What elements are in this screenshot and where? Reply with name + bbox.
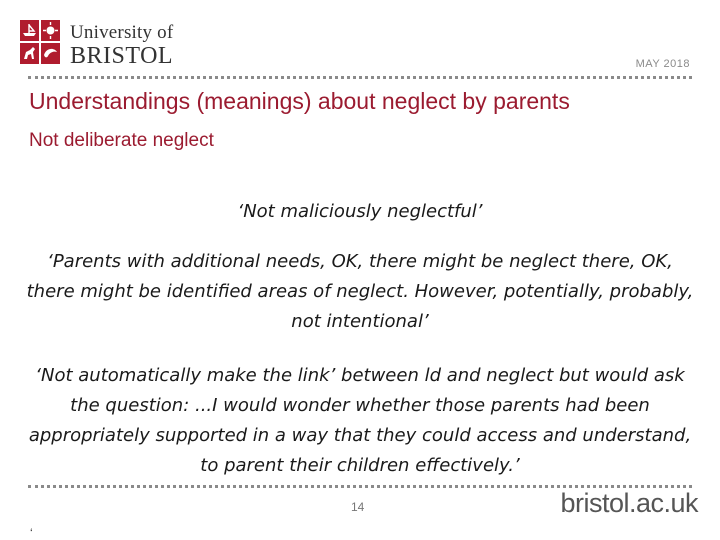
footer-website-brand: bristol.ac.uk bbox=[560, 488, 698, 518]
page-number: 14 bbox=[351, 500, 365, 514]
logo-text-university-of: University of bbox=[70, 22, 174, 43]
slide-date: MAY 2018 bbox=[635, 58, 690, 70]
quote-not-automatic-link: ‘Not automatically make the link’ between ld and neglect but would ask the question: ...I would wonder whether those parents had been appropriately supported in a way that they could access and understand, to parent their children effectively.’ bbox=[28, 365, 692, 476]
quote-not-malicious: ‘Not maliciously neglectful’ bbox=[237, 201, 483, 222]
stray-quote-mark: ‘ bbox=[30, 526, 33, 540]
crest-quarter-ship bbox=[20, 20, 39, 41]
slide-subtitle: Not deliberate neglect bbox=[29, 130, 214, 151]
logo-text-bristol: BRISTOL bbox=[70, 43, 174, 69]
slide-title: Understandings (meanings) about neglect by parents bbox=[29, 88, 570, 114]
university-crest-icon bbox=[20, 20, 60, 64]
university-logo bbox=[20, 20, 180, 70]
quote-additional-needs: ‘Parents with additional needs, OK, there might be neglect there, OK, there might be identified areas of neglect. However, potentially, probably, not intentional’ bbox=[26, 251, 694, 332]
crest-quarter-horse bbox=[20, 43, 39, 64]
crest-quarter-sun bbox=[41, 20, 60, 41]
top-dotted-divider bbox=[28, 76, 692, 79]
crest-quarter-dolphin bbox=[41, 43, 60, 64]
